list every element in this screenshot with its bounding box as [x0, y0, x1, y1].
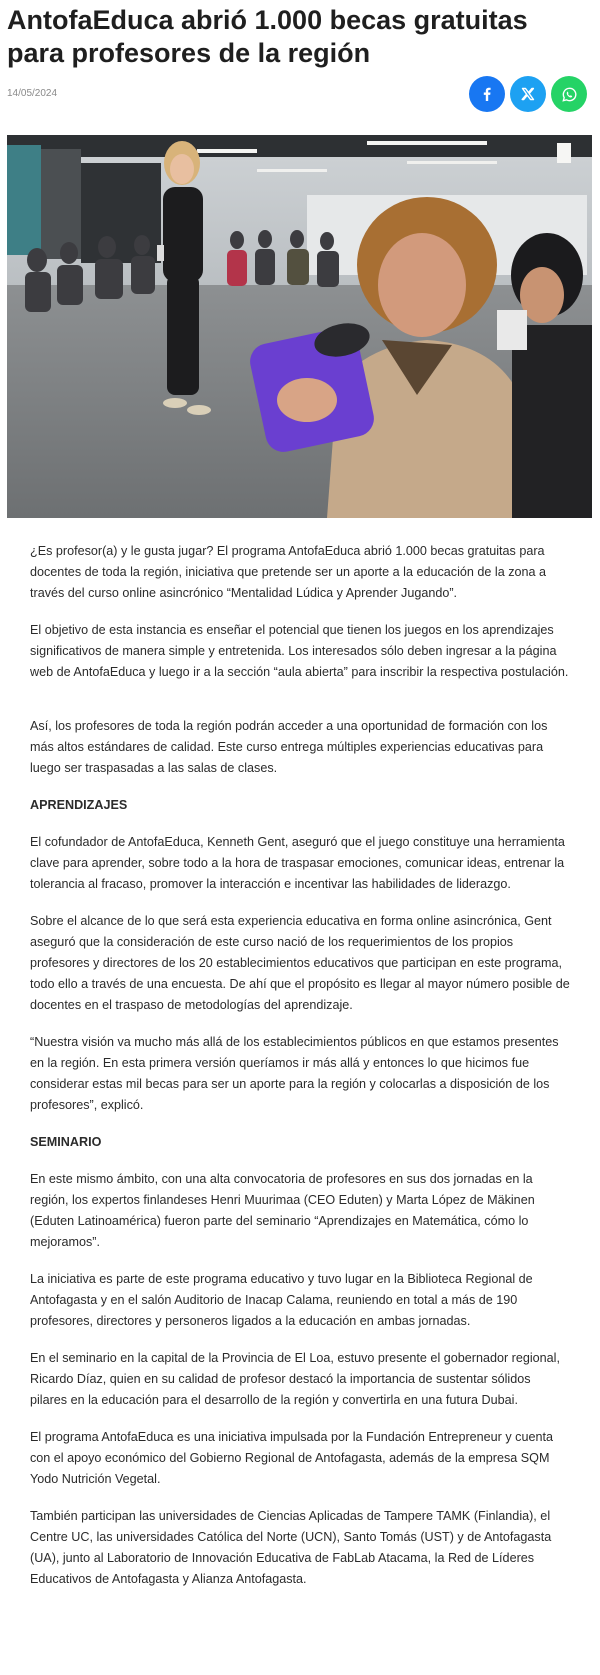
article-body — [30, 541, 570, 1590]
article-title: AntofaEduca abrió 1.000 becas gratuitas para profesores de la región — [7, 5, 528, 68]
classroom-photo-illustration — [7, 135, 592, 518]
article-paragraph: En este mismo ámbito, con una alta convocatoria de profesores en sus dos jornadas en la región, los expertos finlandeses Henri Muurimaa (CEO Eduten) y Marta López de Mäkinen (Eduten Latinoamérica) fueron parte del seminario “Aprendizajes en Matemática, cómo lo mejoramos”. — [30, 1172, 535, 1249]
publish-date: 14/05/2024 — [7, 88, 58, 99]
article-paragraph: Así, los profesores de toda la región podrán acceder a una oportunidad de formación con los más altos estándares de calidad. Este curso entrega múltiples experiencias educativas para luego ser traspasadas a las salas de clases. — [30, 719, 548, 775]
article-photo — [7, 135, 592, 518]
facebook-icon — [479, 86, 495, 102]
article-paragraph: El programa AntofaEduca es una iniciativa impulsada por la Fundación Entrepreneur y cuenta con el apoyo económico del Gobierno Regional de Antofagasta, además de la empresa SQM Yodo Nutrición Vegetal. — [30, 1430, 553, 1486]
article-paragraph: El objetivo de esta instancia es enseñar el potencial que tienen los juegos en los aprendizajes significativos de manera simple y entretenida. Los interesados sólo deben ingresar a la página web de AntofaEduca y luego ir a la sección “aula abierta” para inscribir la respectiva postulación. — [30, 623, 569, 679]
whatsapp-share-button[interactable] — [551, 76, 587, 112]
article-paragraph: La iniciativa es parte de este programa educativo y tuvo lugar en la Biblioteca Regional de Antofagasta y en el salón Auditorio de Inacap Calama, reuniendo en total a más de 190 profesores, directores y personeros ligados a la educación en ambas jornadas. — [30, 1272, 533, 1328]
section-heading-seminario: SEMINARIO — [30, 1135, 102, 1149]
article-paragraph: El cofundador de AntofaEduca, Kenneth Gent, aseguró que el juego constituye una herramienta clave para aprender, sobre todo a la hora de traspasar emociones, comunicar ideas, entrenar la tolerancia al fracaso, promover la interacción e incentivar las habilidades de liderazgo. — [30, 835, 565, 891]
x-icon — [520, 86, 536, 102]
article-paragraph: También participan las universidades de Ciencias Aplicadas de Tampere TAMK (Finlandia), el Centre UC, las universidades Católica del Norte (UCN), Santo Tomás (UST) y de Antofagasta (UA), junto al Laboratorio de Innovación Educativa de FabLab Atacama, la Red de Líderes Educativos de Antofagasta y Alianza Antofagasta. — [30, 1509, 552, 1586]
article-paragraph: “Nuestra visión va mucho más allá de los establecimientos públicos en que estamos presentes en la región. En esta primera versión queríamos ir más allá y entonces lo que hicimos fue considerar estas mil becas para ser un aporte para la región y colocarlas a disposición de los profesores”, explicó. — [30, 1035, 559, 1112]
article-paragraph: Sobre el alcance de lo que será esta experiencia educativa en forma online asincrónica, Gent aseguró que la consideración de este curso nació de los requerimientos de los propios profesores y directores de los 20 establecimientos educativos que participan en este programa, todo ello a través de una encuesta. De ahí que el propósito es llegar al mayor número posible de docentes en el traspaso de metodologías del aprendizaje. — [30, 914, 570, 1012]
section-heading-aprendizajes: APRENDIZAJES — [30, 798, 128, 812]
facebook-share-button[interactable] — [469, 76, 505, 112]
article-paragraph: ¿Es profesor(a) y le gusta jugar? El programa AntofaEduca abrió 1.000 becas gratuitas para docentes de toda la región, iniciativa que pretende ser un aporte a la educación de la zona a través del curso online asincrónico “Mentalidad Lúdica y Aprender Jugando”. — [30, 544, 547, 600]
article-paragraph: En el seminario en la capital de la Provincia de El Loa, estuvo presente el gobernador regional, Ricardo Díaz, quien en su calidad de profesor destacó la importancia de sustentar sólidos pilares en la educación para el desarrollo de la región y convertirla en una futura Dubai. — [30, 1351, 560, 1407]
share-bar — [469, 76, 587, 112]
whatsapp-icon — [561, 86, 578, 103]
x-share-button[interactable] — [510, 76, 546, 112]
